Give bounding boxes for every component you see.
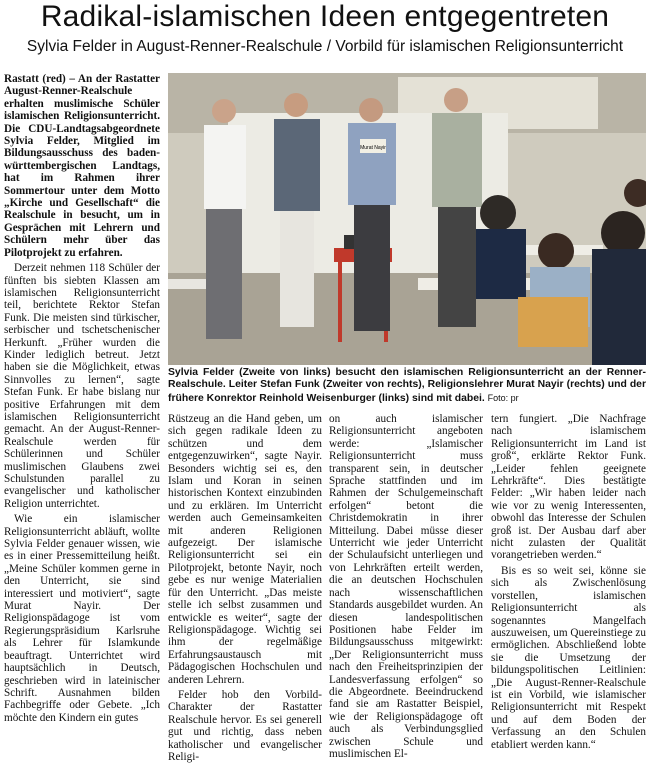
article-column-2 — [168, 413, 322, 763]
intro-paragraph: Rastatt (red) – An der Rastatter August-Renner-Realschule erhalten muslimische Schüler islamischen Religionsunterricht. Die CDU-Landtagsabgeordnete Sylvia Felder, Mitglied im Bildungsausschuss des baden-württembergischen Landtags, hat im Rahmen ihrer Sommertour unter dem Motto „Kirche und Gesellschaft“ die Realschule in besucht, um in Gesprächen mit Lehrern und Schülern mehr über das Pilotprojekt zu erfahren. — [4, 73, 160, 259]
body-paragraph: tern fungiert. „Die Nachfrage nach islamischem Religionsunterricht im Land ist groß“, erklärte Rektor Funk. „Leider fehlen geeignete Lehrkräfte“. Dies bestätigte Felder: „Wir haben leider nach wie vor zu wenig Interessenten, obwohl das Interesse der Schulen groß ist. Der Ausbau darf aber nicht zulasten der Qualität vorangetrieben werden.“ — [491, 413, 646, 562]
body-paragraph: Bis es so weit sei, könne sie sich als Zwischenlösung vorstellen, islamischen Religionsunterricht als sogenanntes Mangelfach auszuweisen, um Quereinstiege zu ermöglichen. Abschließend lobte sie die Umsetzung der bildungspolitischen Leitlinien: „Die August-Renner-Realschule ist ein Vorbild, wie islamischer Religionsunterricht mit Respekt und auf dem Boden der Verfassung an den Schulen etabliert werden kann.“ — [491, 564, 646, 751]
photo-credit: Foto: pr — [487, 392, 519, 403]
article-photo — [168, 73, 646, 365]
body-paragraph: on auch islamischer Religionsunterricht angeboten werde: „Islamischer Religionsunterricht muss transparent sein, in deutscher Sprache stattfinden und im Rahmen der Schulgemeinschaft erfolgen“ betont die Christdemokratin in ihrer Mitteilung. Dabei müsse dieser Unterricht wie jeder Unterricht der Schulaufsicht unterliegen und von Lehrkräften erteilt werden, die an deutschen Hochschulen nach wissenschaftlichen Standards ausgebildet wurden. An diesen landespolitischen Positionen habe Felder im Bildungsausschuss mitgewirkt: „Der Religionsunterricht muss nach den Freiheitsprinzipien der Landesverfassung erfolgen“ so die Abgeordnete. Beeindruckend fand sie am Rastatter Beispiel, wie der Religionspädagoge oft auch als Verbindungsglied zwischen Schule und muslimischen El- — [329, 413, 483, 760]
photo-caption — [168, 367, 646, 405]
caption-text: Sylvia Felder (Zweite von links) besucht den islamischen Religionsunterricht an der Renner-Realschule. Leiter Stefan Funk (Zweiter von rechts), Religionslehrer Murat Nayir (rechts) und der frühere Konrektor Reinhold Weisenburger (links) sind mit dabei. — [168, 367, 646, 404]
body-paragraph: Felder hob den Vorbild-Charakter der Rastatter Realschule hervor. Es sei generell gut und richtig, dass neben katholischer und evangelischer Religi- — [168, 688, 322, 763]
body-paragraph: Derzeit nehmen 118 Schüler der fünften bis siebten Klassen am islamischen Religionsunterricht teil, berichtete Rektor Stefan Funk. Die meisten sind türkischer, serbischer und tschetschenischer Herkunft. „Früher wurden die Kinder lediglich betreut. Jetzt haben sie die Möglichkeit, etwas Sinnvolles zu lernen“, sagte Stefan Funk. Er habe bislang nur positive Erfahrungen mit dem islamischen Religionsunterricht gemacht. An der August-Renner-Realschule werden für Schülerinnen und Schüler muslimischen Glaubens zwei Schulstunden parallel zu evangelischer und katholischer Religion unterrichtet. — [4, 262, 160, 510]
article-column-4 — [491, 413, 646, 751]
article-column-3 — [329, 413, 483, 760]
article-column-1 — [4, 73, 160, 724]
sign-text: Murat Nayir — [360, 145, 386, 151]
headline: Radikal-islamischen Ideen entgegentreten — [40, 0, 610, 33]
subheadline: Sylvia Felder in August-Renner-Realschule / Vorbild für islamischen Religionsunterricht — [26, 38, 624, 55]
body-paragraph: Wie ein islamischer Religionsunterricht abläuft, wollte Sylvia Felder genauer wissen, wie es in einer Pressemitteilung heißt. „Meine Schüler kommen gerne in den Unterricht, sie sind interessiert und motiviert“, sagte Murat Nayir. Der Religionspädagoge ist vom Regierungspräsidium Karlsruhe als Lehrer für Islamkunde beauftragt. Unterrichtet wird hauptsächlich in Deutsch, geschrieben wird in lateinischer Schrift. Ausnahmen bilden Fachbegriffe oder Gebete. „Ich möchte den Kindern ein gutes — [4, 513, 160, 724]
body-paragraph: Rüstzeug an die Hand geben, um sich gegen radikale Ideen zu schützen und dem entgegenzuwirken“, sagte Nayir. Besonders wichtig sei es, den Islam und Koran in seinen historischen Kontext einzubinden und zu erklären. Im Unterricht werden auch Gemeinsamkeiten mit anderen Religionen aufgezeigt. Der islamische Religionsunterricht sei ein Pilotprojekt, betonte Nayir, noch gebe es nur wenige Materialien für den Unterricht. „Das meiste stelle ich selbst zusammen und entwickle es weiter“, sagte der Religionspädagoge. Wichtig sei ihm der regelmäßige Erfahrungsaustausch mit Pädagogischen Hochschulen und anderen Lehrern. — [168, 413, 322, 686]
classroom-photo — [168, 73, 646, 365]
